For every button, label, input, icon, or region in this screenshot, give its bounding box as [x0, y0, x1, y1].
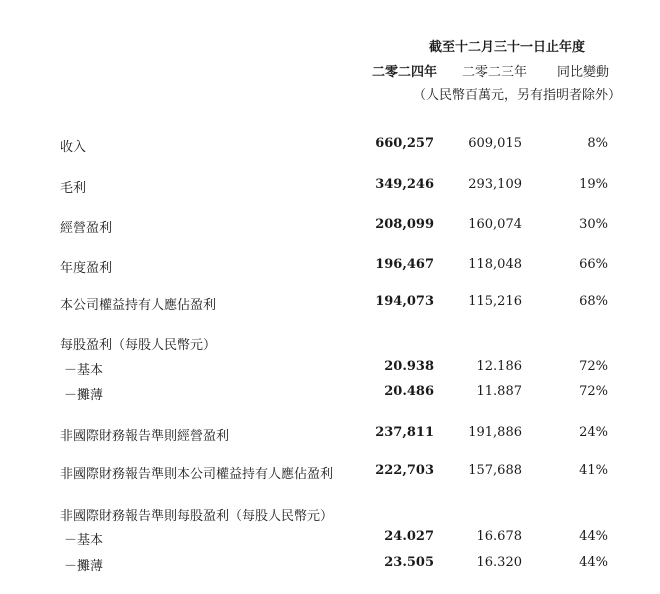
current-value: 24.027: [384, 529, 434, 544]
prior-value: 12.186: [476, 359, 522, 374]
table-row: [0, 463, 660, 483]
table-row: [0, 425, 660, 445]
row-label: 年度盈利: [60, 261, 113, 276]
prior-value: 160,074: [468, 217, 522, 232]
change-value: 24%: [579, 425, 608, 440]
prior-value: 11.887: [476, 384, 522, 399]
row-label: －攤薄: [64, 388, 104, 403]
section-heading-row: [0, 334, 660, 354]
table-row: [0, 294, 660, 314]
table-row: [0, 555, 660, 575]
row-label: 非國際財務報告準則每股盈利（每股人民幣元）: [60, 509, 334, 524]
prior-value: 115,216: [468, 294, 522, 309]
current-value: 196,467: [375, 257, 434, 272]
table-row: [0, 359, 660, 379]
change-value: 72%: [579, 359, 608, 374]
row-label: 收入: [60, 140, 87, 155]
change-value: 44%: [579, 555, 608, 570]
prior-value: 191,886: [468, 425, 522, 440]
change-value: 44%: [579, 529, 608, 544]
row-label: 非國際財務報告準則經營盈利: [60, 429, 230, 444]
prior-value: 609,015: [468, 136, 522, 151]
prior-value: 157,688: [468, 463, 522, 478]
current-value: 20.486: [384, 384, 434, 399]
row-label: －基本: [64, 533, 104, 548]
change-value: 30%: [579, 217, 608, 232]
table-row: [0, 384, 660, 404]
prior-value: 16.320: [476, 555, 522, 570]
change-value: 66%: [579, 257, 608, 272]
change-value: 68%: [579, 294, 608, 309]
prior-year-header: 二零二三年: [462, 65, 528, 80]
prior-value: 118,048: [468, 257, 522, 272]
prior-value: 16.678: [476, 529, 522, 544]
current-year-header: 二零二四年: [372, 65, 438, 80]
row-label: 非國際財務報告準則本公司權益持有人應佔盈利: [60, 467, 334, 482]
current-value: 660,257: [375, 136, 434, 151]
table-row: [0, 257, 660, 277]
period-header: 截至十二月三十一日止年度: [429, 40, 586, 55]
row-label: －攤薄: [64, 559, 104, 574]
table-row: [0, 177, 660, 197]
current-value: 194,073: [375, 294, 434, 309]
row-label: 本公司權益持有人應佔盈利: [60, 298, 217, 313]
current-value: 23.505: [384, 555, 434, 570]
prior-value: 293,109: [468, 177, 522, 192]
row-label: －基本: [64, 363, 104, 378]
current-value: 222,703: [375, 463, 434, 478]
change-header: 同比變動: [557, 65, 610, 80]
row-label: 毛利: [60, 181, 87, 196]
row-label: 經營盈利: [60, 221, 113, 236]
current-value: 208,099: [375, 217, 434, 232]
change-value: 19%: [579, 177, 608, 192]
change-value: 72%: [579, 384, 608, 399]
table-row: [0, 136, 660, 156]
unit-note: （人民幣百萬元，另有指明者除外）: [413, 88, 622, 103]
current-value: 349,246: [375, 177, 434, 192]
current-value: 20.938: [384, 359, 434, 374]
change-value: 41%: [579, 463, 608, 478]
current-value: 237,811: [375, 425, 434, 440]
table-row: [0, 217, 660, 237]
row-label: 每股盈利（每股人民幣元）: [60, 338, 217, 353]
section-heading-row: [0, 505, 660, 525]
table-row: [0, 529, 660, 549]
change-value: 8%: [587, 136, 608, 151]
